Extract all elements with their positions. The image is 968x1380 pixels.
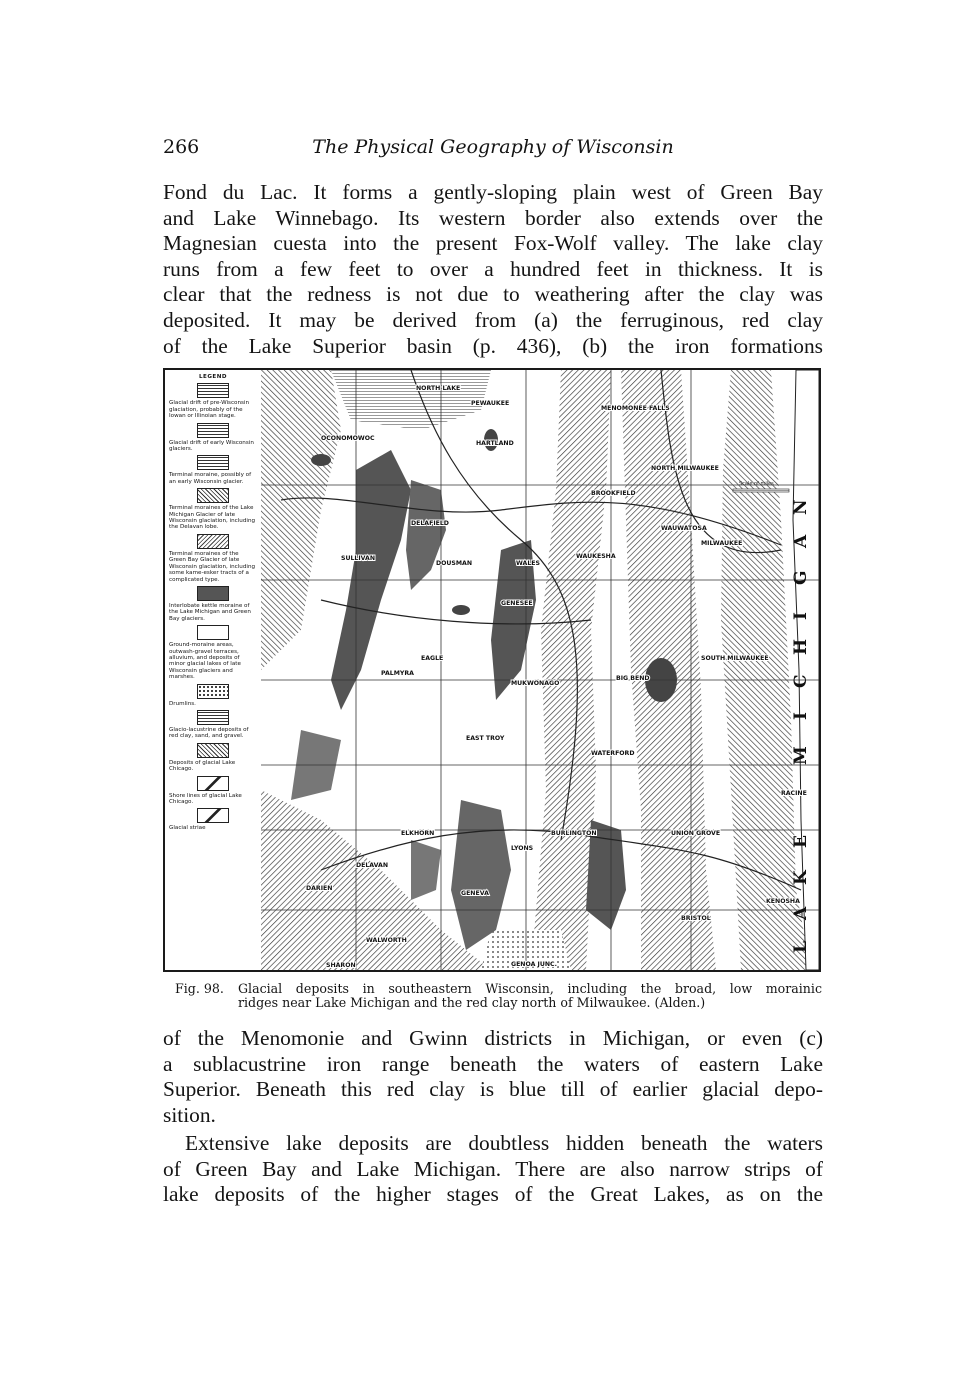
legend-item (165, 776, 261, 806)
legend-swatch (197, 455, 229, 470)
map-place-label: DELAFIELD (411, 520, 449, 527)
map-place-label: DARIEN (306, 885, 333, 892)
text-line: clear that the redness is not due to weathering after the clay was (163, 282, 823, 307)
legend-label: Terminal moraines of the Lake Michigan Glacier of late Wisconsin glaciation, including the Delavan lobe. (169, 505, 256, 531)
legend-label: Glacial drift of pre-Wisconsin glaciation, probably of the Iowan or Illinoian stage. (169, 400, 250, 420)
text-line: deposited. It may be derived from (a) the ferruginous, red clay (163, 307, 823, 332)
figure-caption (176, 982, 822, 1010)
map-place-label: BRISTOL (681, 915, 711, 922)
legend-item (165, 684, 261, 707)
map-place-label: WATERFORD (591, 750, 635, 757)
lake-michigan-letter: C (791, 674, 811, 688)
map-place-label: SOUTH MILWAUKEE (701, 655, 769, 662)
running-title: The Physical Geography of Wisconsin (312, 136, 674, 158)
legend-item (165, 455, 261, 485)
lake-michigan-letter: I (791, 612, 811, 620)
legend-swatch (197, 534, 229, 549)
legend-item (165, 586, 261, 622)
map-place-label: GENOA JUNC. (511, 961, 557, 968)
lake-michigan-letter: A (791, 534, 811, 548)
text-line: Magnesian cuesta into the present Fox-Wolf valley. The lake clay (163, 231, 823, 256)
legend-label: Deposits of glacial Lake Chicago. (169, 759, 236, 773)
legend-label: Shore lines of glacial Lake Chicago. (169, 792, 242, 805)
page-header (163, 136, 823, 162)
map-legend (165, 370, 262, 970)
legend-swatch (197, 808, 229, 823)
lake-michigan-letter: H (791, 638, 811, 655)
text-line: runs from a few feet to over a hundred feet in thickness. It is (163, 256, 823, 281)
map-place-label: WAUWATOSA (661, 525, 707, 532)
legend-swatch (197, 423, 229, 438)
map-place-label: EAGLE (421, 655, 444, 662)
map-place-label: BURLINGTON (551, 830, 597, 837)
map-place-label: WALES (516, 560, 540, 567)
legend-label: Drumlins. (169, 700, 196, 707)
lake-michigan-letter: I (791, 712, 811, 720)
legend-item (165, 423, 261, 453)
map-place-label: SHARON (326, 962, 356, 969)
caption-line: ridges near Lake Michigan and the red clay north of Milwaukee. (Alden.) (238, 995, 706, 1010)
map-place-label: PALMYRA (381, 670, 414, 677)
paragraph-2 (163, 1026, 823, 1128)
legend-label: Glacial striae (169, 825, 206, 832)
map-place-label: MUKWONAGO (511, 680, 560, 687)
text-line: Extensive lake deposits are doubtless hidden beneath the waters (185, 1131, 823, 1155)
map-place-label: OCONOMOWOC (321, 435, 375, 442)
legend-item (165, 534, 261, 583)
map-place-label: BIG BEND (616, 675, 650, 682)
legend-swatch (197, 488, 229, 503)
text-line: of the Menomonie and Gwinn districts in Michigan, or even (c) (163, 1026, 823, 1050)
map-place-label: MENOMONEE FALLS (601, 405, 670, 412)
map-place-label: DELAVAN (356, 862, 389, 869)
legend-title: LEGEND (198, 374, 228, 380)
lake-michigan-letter: G (791, 570, 811, 585)
legend-item (165, 710, 261, 740)
scale-label: Scale of miles (739, 481, 774, 487)
text-line: of Green Bay and Lake Michigan. There are also narrow strips of (163, 1156, 823, 1181)
scale-bar (733, 489, 789, 492)
legend-swatch (197, 586, 229, 601)
map-place-label: ELKHORN (401, 830, 435, 837)
legend-item (165, 625, 261, 680)
text-line: Superior. Beneath this red clay is blue till of earlier glacial depo- (163, 1077, 823, 1102)
map-drawing (261, 370, 819, 970)
map-place-label: HARTLAND (476, 440, 514, 447)
map-place-label: DOUSMAN (436, 560, 473, 567)
legend-swatch (197, 625, 229, 640)
map-place-label: SULLIVAN (341, 555, 376, 562)
map-place-label: LYONS (511, 845, 534, 852)
caption-line: Glacial deposits in southeastern Wisconsin, including the broad, low morainic (238, 981, 822, 996)
text-line: of the Lake Superior basin (p. 436), (b) the iron formations (163, 333, 823, 358)
text-line: lake deposits of the higher stages of the Great Lakes, as on the (163, 1182, 823, 1207)
legend-label: Ground-moraine areas, outwash-gravel terraces, alluvium, and deposits of minor glacial lakes of late Wisconsin glaciers and marshes. (169, 642, 241, 681)
legend-swatch (197, 743, 229, 758)
map-place-label: NORTH MILWAUKEE (651, 465, 719, 472)
text-line: sition. (163, 1102, 216, 1127)
map-place-label: MILWAUKEE (701, 540, 743, 547)
text-line: Fond du Lac. It forms a gently-sloping plain west of Green Bay (163, 180, 823, 204)
map-place-label: RACINE (781, 790, 807, 797)
lake-michigan-letter: N (791, 499, 811, 515)
lake-michigan-letter: K (791, 870, 811, 885)
map-place-label: BROOKFIELD (591, 490, 636, 497)
legend-swatch (197, 710, 229, 725)
map-place-label: KENOSHA (766, 898, 800, 905)
legend-item (165, 743, 261, 773)
legend-swatch (197, 776, 229, 791)
lake-michigan-letter: M (791, 746, 811, 765)
legend-swatch (197, 383, 229, 398)
text-line: a sublacustrine iron range beneath the waters of eastern Lake (163, 1051, 823, 1076)
figure-map (163, 368, 821, 972)
map-place-label: EAST TROY (466, 735, 505, 742)
legend-label: Glacial drift of early Wisconsin glaciers. (169, 439, 254, 453)
page-number: 266 (163, 136, 200, 158)
glacial-deposits-map (261, 370, 819, 970)
caption-label: Fig. 98. (175, 981, 224, 996)
lake-michigan-letter: L (791, 941, 811, 953)
map-place-label: WALWORTH (366, 937, 407, 944)
paragraph-3 (163, 1131, 823, 1208)
legend-label: Terminal moraines of the Green Bay Glacier of late Wisconsin glaciation, including some kame-esker tracts of a complicated type. (169, 550, 256, 583)
map-place-label: WAUKESHA (576, 553, 616, 560)
map-place-label: GENEVA (461, 890, 489, 897)
paragraph-1 (163, 180, 823, 359)
lake-michigan-letter: A (791, 906, 811, 920)
map-place-label: NORTH LAKE (416, 385, 461, 392)
text-line: and Lake Winnebago. Its western border also extends over the (163, 205, 823, 230)
map-place-label: UNION GROVE (671, 830, 721, 837)
legend-label: Glacio-lacustrine deposits of red clay, sand, and gravel. (169, 726, 249, 740)
legend-swatch (197, 684, 229, 699)
legend-item (165, 808, 261, 831)
map-place-label: GENESEE (501, 600, 533, 607)
legend-label: Interlobate kettle moraine of the Lake Michigan and Green Bay glaciers. (169, 602, 251, 622)
lake-michigan-letter: E (791, 835, 811, 848)
legend-label: Terminal moraine, possibly of an early Wisconsin glacier. (169, 472, 252, 485)
map-place-label: PEWAUKEE (471, 400, 510, 407)
legend-item (165, 383, 261, 419)
legend-item (165, 488, 261, 531)
